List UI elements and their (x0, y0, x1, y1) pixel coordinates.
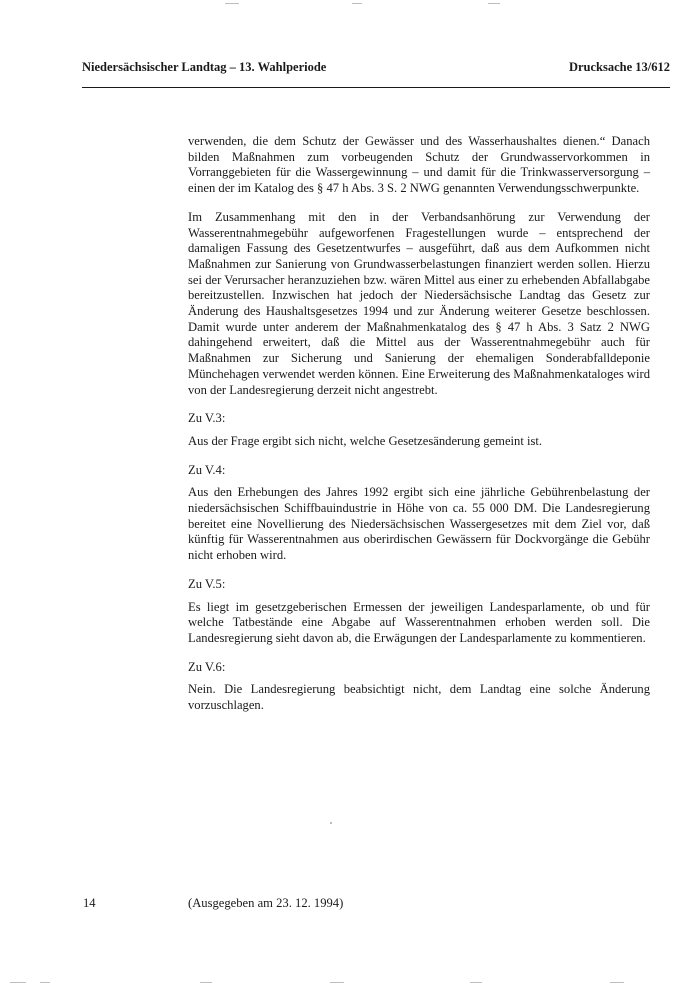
page-number: 14 (83, 896, 96, 910)
scan-speck (352, 3, 362, 4)
scan-speck (488, 3, 500, 4)
scan-speck (330, 982, 344, 983)
page-header (82, 60, 670, 80)
paragraph-v3-answer: Aus der Frage ergibt sich nicht, welche Gesetzesänderung gemeint ist. (188, 433, 543, 448)
document-body (188, 134, 650, 727)
issue-date-note: (Ausgegeben am 23. 12. 1994) (188, 896, 344, 910)
scan-speck (40, 982, 50, 983)
paragraph-verwendung: verwenden, die dem Schutz der Gewässer und des Wasserhaushaltes dienen.“ Danach bilden Maßnahmen zum vorbeugenden Schutz der Grundwasservorkommen in Vorranggebieten für die Wassergewinnung – und damit für die Trinkwasserversorgung – einen der im Katalog des § 47 h Abs. 3 S. 2 NWG genannten Verwendungsschwerpunkte. (188, 134, 650, 196)
scan-speck (200, 982, 212, 983)
paragraph-v6-answer: Nein. Die Landesregierung beabsichtigt nicht, dem Landtag eine solche Änderung vorzuschlagen. (188, 682, 650, 713)
heading-v4: Zu V.4: (188, 462, 226, 477)
header-document-number: Drucksache 13/612 (568, 60, 670, 74)
heading-v6: Zu V.6: (188, 659, 226, 674)
paragraph-verbandsanhoerung: Im Zusammenhang mit den in der Verbandsanhörung zur Verwendung der Wasserentnahmegebühr aufgeworfenen Fragestellungen wurde – entsprechend der damaligen Fassung des Gesetzentwurfes – ausgeführt, daß aus dem Aufkommen nicht Maßnahmen zur Sanierung von Grundwasserbelastungen finanziert werden sollen. Hierzu sei der Verursacher heranzuziehen bzw. wären Mittel aus einer zu erhebenden Abfallabgabe bereitzustellen. Inzwischen hat jedoch der Niedersächsische Landtag das Gesetz zur Änderung des Haushaltsgesetzes 1994 und zur Änderung weiterer Gesetze beschlossen. Damit wurde unter anderem der Maßnahmenkatalog des § 47 h Abs. 3 Satz 2 NWG dahingehend erweitert, daß die Mittel aus der Wasserentnahmegebühr auch für Maßnahmen zur Sicherung und Sanierung der ehemaligen Sonderabfalldeponie Münchehagen verwendet werden können. Eine Erweiterung des Maßnahmenkataloges wird von der Landesregierung derzeit nicht angestrebt. (188, 209, 650, 397)
scan-speck (610, 982, 624, 983)
header-parliament-title: Niedersächsischer Landtag – 13. Wahlperiode (82, 60, 327, 74)
scan-speck (470, 982, 482, 983)
scan-speck (330, 822, 332, 824)
heading-v5: Zu V.5: (188, 576, 226, 591)
scan-speck (10, 982, 26, 983)
paragraph-v4-answer: Aus den Erhebungen des Jahres 1992 ergibt sich eine jährliche Gebührenbelastung der niedersächsischen Schiffbauindustrie in Höhe von ca. 55 000 DM. Die Landesregierung bereitet eine Novellierung des Niedersächsischen Wassergesetzes mit dem Ziel vor, daß künftig für Wasserentnahmen aus oberirdischen Gewässern für Dockvorgänge die Gebühr nicht erhoben wird. (188, 485, 650, 563)
header-divider (82, 87, 670, 88)
heading-v3: Zu V.3: (188, 411, 226, 426)
paragraph-v5-answer: Es liegt im gesetzgeberischen Ermessen der jeweiligen Landesparlamente, ob und für welche Tatbestände eine Abgabe auf Wasserentnahmen erhoben werden soll. Die Landesregierung sieht davon ab, die Erwägungen der Landesparlamente zu kommentieren. (188, 599, 650, 645)
scan-speck (225, 3, 239, 4)
